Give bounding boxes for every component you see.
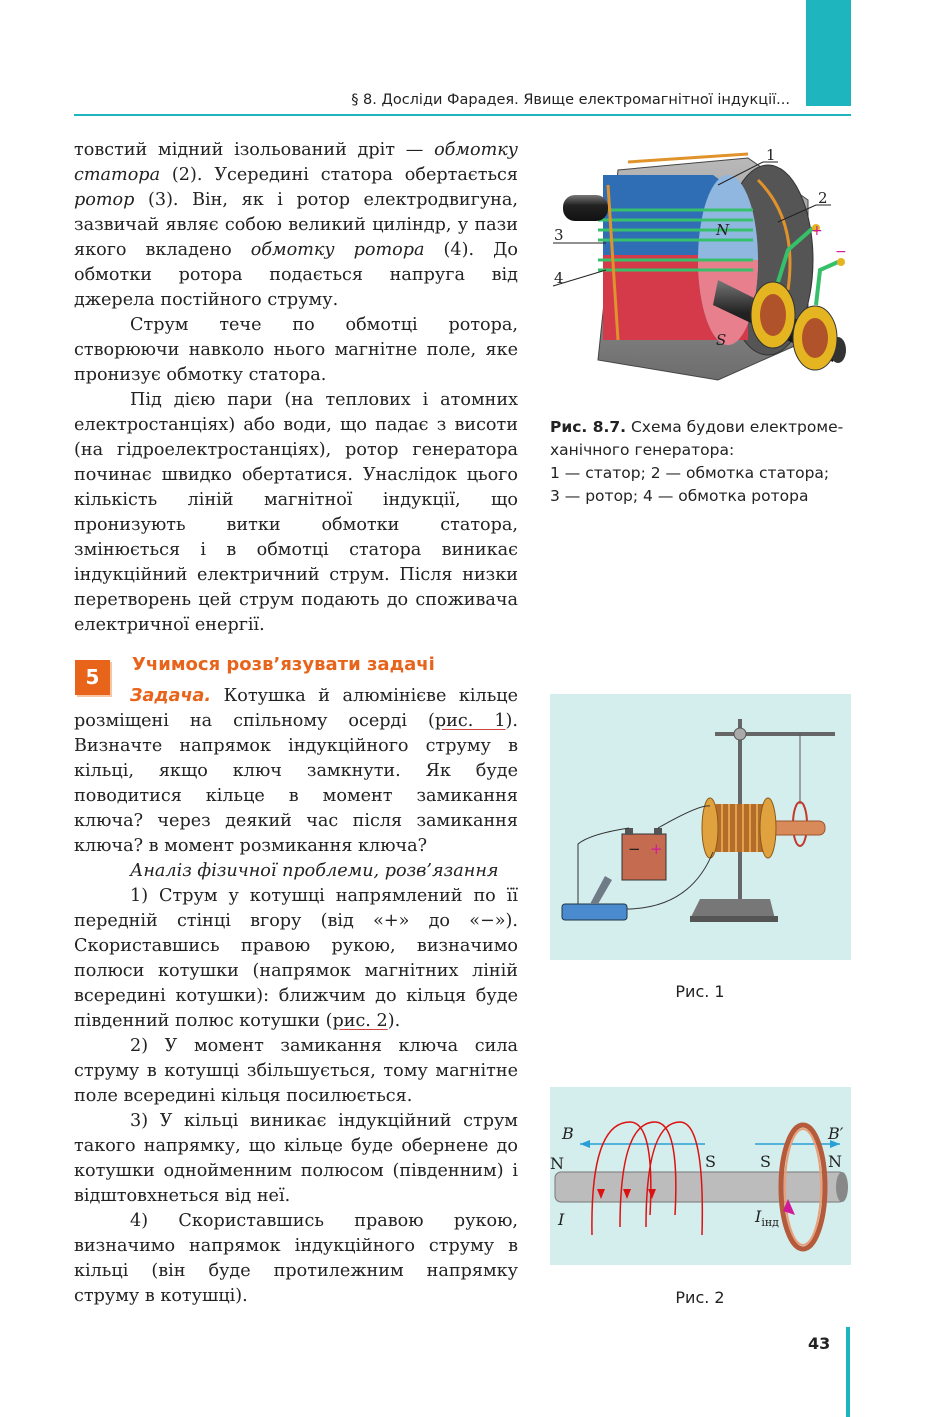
pole-n-ring: N [828, 1152, 842, 1171]
figure-ref-1[interactable]: рис. 1 [434, 711, 506, 731]
figure-1-illustration [550, 694, 851, 960]
b-right-label: B′ [828, 1124, 844, 1143]
running-head: § 8. Досліди Фарадея. Явище електромагнітної індукції... [351, 92, 790, 108]
plus-sign: + [811, 223, 823, 239]
figure-8-7-caption: Рис. 8.7. Схема будови електроме- ханічного генератора: 1 — статор; 2 — обмотка статора; 3 — ротор; 4 — обмотка ротора [550, 418, 844, 505]
battery-plus: + [650, 840, 663, 858]
figure-2-label: Рис. 2 [675, 1288, 725, 1307]
pole-s-label: S [716, 331, 727, 349]
body-text-top [74, 138, 518, 638]
pole-s-ring: S [760, 1152, 771, 1171]
page-number-bar [846, 1327, 850, 1417]
callout-2: 2 [818, 189, 828, 207]
b-left-label: B [562, 1124, 574, 1143]
generator-illustration [548, 140, 848, 390]
chapter-tab [806, 0, 851, 106]
figure-ref-2[interactable]: рис. 2 [332, 1011, 388, 1031]
figure-2-illustration [550, 1087, 851, 1265]
page-number: 43 [808, 1334, 831, 1353]
section-number-badge: 5 [75, 660, 110, 695]
pole-n-left: N [550, 1154, 564, 1173]
solution-step-4: 4) Скориставшись правою рукою, визначимо напрямок індукційного струму в кільці (він буде протилежним напрямку струму в котушці). [74, 1211, 518, 1306]
task-text [74, 684, 518, 1309]
solution-step-3: 3) У кільці виникає індукційний струм такого напрямку, що кільце буде обернене до котушки однойменним полюсом (південним) і відштовхнеться від неї. [74, 1111, 518, 1206]
solution-step-1: 1) Струм у котушці напрямлений по її передній стінці вгору (від «+» до «−»). Скориставшись правою рукою, визначимо полюси котушки (напрямок магнітних ліній всередині котушки): ближчим до кільця буде південний полюс котушки (рис. 2). [74, 886, 518, 1031]
paragraph: Струм тече по обмотці ротора, створюючи навколо нього магнітне поле, яке пронизує обмотку статора. [74, 315, 518, 385]
callout-3: 3 [554, 226, 564, 244]
paragraph: товстий мідний ізольований дріт — обмотку статора (2). Усередині статора обертається ротор (3). Він, як і ротор електродвигуна, зазвичай являє собою великий циліндр, у пази якого вкладено обмотку ротора (4). До обмотки ротора подається напруга від джерела постійного струму. [74, 140, 518, 310]
battery-minus: − [628, 840, 641, 858]
callout-4: 4 [554, 269, 564, 287]
minus-sign: − [835, 244, 847, 260]
solution-step-2: 2) У момент замикання ключа сила струму в котушці збільшується, тому магнітне поле всередині кільця посилюється. [74, 1036, 518, 1106]
header-rule [74, 114, 851, 116]
callout-1: 1 [766, 146, 776, 164]
pole-s-coil: S [705, 1152, 716, 1171]
section-title: Учимося розв’язувати задачі [132, 654, 435, 675]
task-label: Задача. [130, 686, 212, 706]
task-statement: Задача. Котушка й алюмінієве кільце розміщені на спільному осерді (рис. 1). Визначте напрямок індукційного струму в кільці, якщо ключ замкнути. Як буде поводитися кільце в момент замикання ключа? через деякий час після замикання ключа? в момент розмикання ключа? [74, 686, 518, 856]
induced-current-label: $I_{інд}$ [755, 1207, 779, 1229]
current-i-label: I [558, 1210, 565, 1229]
analysis-heading: Аналіз фізичної проблеми, розв’язання [130, 861, 499, 881]
paragraph: Під дією пари (на теплових і атомних електростанціях) або води, що падає з висоти (на гідроелектростанціях), ротор генератора починає швидко обертатися. Унаслідок цього кількість ліній магнітної індукції, що пронизують витки обмотки статора, змінюється і в обмотці статора виникає індукційний електричний струм. Після низки перетворень цей струм подають до споживача електричної енергії. [74, 390, 518, 635]
pole-n-label: N [716, 221, 730, 239]
figure-1-label: Рис. 1 [675, 982, 725, 1001]
